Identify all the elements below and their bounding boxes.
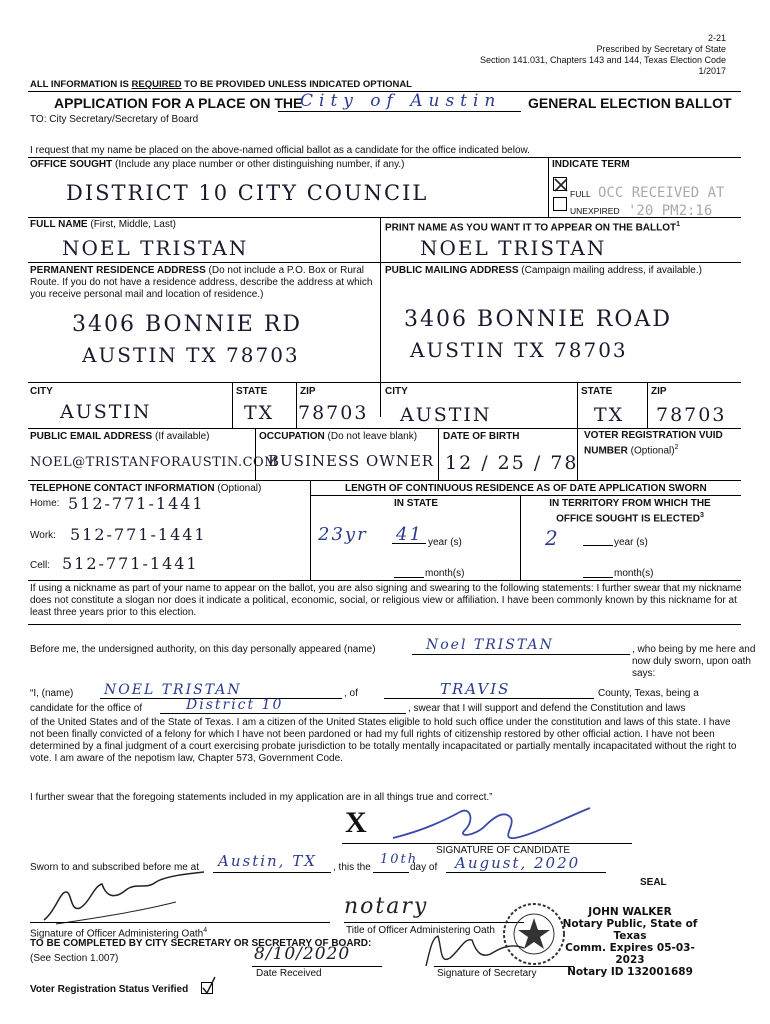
see-section: (See Section 1.007): [30, 953, 119, 964]
territory-years-value[interactable]: 2: [545, 526, 560, 550]
telephone-label-text: (Optional): [214, 483, 262, 494]
divider: [28, 428, 741, 429]
length-residence-label: LENGTH OF CONTINUOUS RESIDENCE AS OF DATE APPLICATION SWORN: [345, 483, 707, 494]
divider: [28, 480, 741, 481]
officer-title-line[interactable]: [344, 922, 524, 923]
residence-address-line1[interactable]: 3406 BONNIE RD: [72, 312, 303, 337]
territory-months-field[interactable]: [583, 568, 613, 578]
indicate-term-label: INDICATE TERM: [552, 159, 630, 170]
divider: [577, 382, 578, 428]
voter-verified-label: Voter Registration Status Verified: [30, 984, 189, 995]
zip-label: ZIP: [300, 386, 316, 397]
oath-of: , of: [344, 688, 358, 699]
in-state-label: IN STATE: [394, 498, 439, 509]
state-years-label: year (s): [428, 537, 462, 548]
sworn-day-of: day of: [410, 862, 438, 873]
mail-city-value[interactable]: AUSTIN: [400, 404, 492, 426]
date-received-label: Date Received: [256, 968, 322, 979]
mailing-address-label-bold: PUBLIC MAILING ADDRESS: [385, 265, 519, 276]
form-title-right: GENERAL ELECTION BALLOT: [528, 95, 732, 111]
required-note-pre: ALL INFORMATION IS: [30, 79, 132, 90]
ballot-name-label-text: PRINT NAME AS YOU WANT IT TO APPEAR ON THE BALLOT: [385, 222, 677, 234]
footnote-2: 2: [674, 444, 679, 451]
occupation-label-text: (Do not leave blank): [324, 431, 418, 442]
state-months-hw: 41: [396, 524, 423, 545]
form-revision: 2-21: [707, 33, 726, 43]
occupation-label-bold: OCCUPATION: [259, 431, 325, 442]
date-received-line[interactable]: [252, 966, 382, 967]
footnote-4: 4: [203, 927, 208, 934]
cell-phone-value[interactable]: 512-771-1441: [62, 554, 199, 573]
residence-address-label-bold: PERMANENT RESIDENCE ADDRESS: [30, 265, 206, 276]
before-me-tail: , who being by me here and now duly sworn, upon oath says:: [632, 644, 756, 679]
received-stamp-time: '20 PM2:16: [628, 203, 713, 219]
appeared-name-value: Noel TRISTAN: [426, 637, 554, 653]
territory-years-field[interactable]: [583, 536, 613, 546]
secretary-section-title: TO BE COMPLETED BY CITY SECRETARY OR SECRETARY OF BOARD:: [30, 938, 372, 949]
secretary-signature-icon: [420, 930, 530, 970]
occupation-value[interactable]: BUSINESS OWNER: [268, 452, 435, 470]
full-name-label: [30, 219, 176, 231]
work-phone-label: Work:: [30, 530, 56, 541]
sworn-day-value: 10th: [380, 852, 419, 867]
form-date: 1/2017: [698, 66, 726, 76]
email-value[interactable]: NOEL@TRISTANFORAUSTIN.COM: [30, 455, 278, 470]
before-me-tail-1: [632, 644, 770, 680]
state-value[interactable]: TX: [244, 402, 275, 424]
term-unexpired-checkbox[interactable]: [553, 197, 567, 211]
term-unexpired-label: UNEXPIRED: [570, 206, 620, 216]
oath-county-tail: County, Texas, being a: [598, 688, 699, 699]
work-phone-value[interactable]: 512-771-1441: [70, 525, 207, 544]
divider: [380, 217, 381, 417]
before-me-statement: Before me, the undersigned authority, on this day personally appeared (name): [30, 644, 376, 655]
mail-state-value[interactable]: TX: [594, 404, 625, 426]
divider: [577, 428, 578, 480]
term-full-checkbox[interactable]: [553, 177, 567, 191]
signature-x-mark: X: [345, 806, 367, 839]
state-years-value[interactable]: 23yr: [318, 524, 368, 545]
territory-months-label: month(s): [614, 568, 654, 579]
office-sought-label-text: (Include any place number or other distinguishing number, if any.): [112, 159, 405, 170]
residence-address-line2[interactable]: AUSTIN TX 78703: [82, 343, 300, 367]
header-block: [480, 33, 726, 77]
officer-title-hw: notary: [344, 894, 429, 919]
email-label: [30, 431, 209, 443]
secretary-signature-line[interactable]: [434, 966, 574, 967]
officer-signature-icon: [36, 872, 206, 927]
voter-verified-checkbox[interactable]: [201, 982, 213, 994]
officer-signature-label-text: Signature of Officer Administering Oath: [30, 928, 204, 940]
divider: [28, 580, 741, 581]
form-title-left: APPLICATION FOR A PLACE ON THE: [54, 95, 303, 111]
home-phone-value[interactable]: 512-771-1441: [68, 494, 205, 513]
divider: [310, 495, 741, 496]
mailing-address-line2[interactable]: AUSTIN TX 78703: [410, 338, 628, 362]
state-months-field[interactable]: [394, 568, 424, 578]
ballot-name-value[interactable]: NOEL TRISTAN: [420, 236, 607, 260]
divider: [28, 262, 741, 263]
oath-candidate-prefix: candidate for the office of: [30, 703, 143, 714]
notary-id: Notary ID 132001689: [567, 966, 693, 978]
dob-label: DATE OF BIRTH: [443, 431, 520, 442]
ballot-name-label: [385, 219, 680, 234]
full-name-value[interactable]: NOEL TRISTAN: [62, 236, 249, 260]
footnote-3: 3: [700, 512, 704, 519]
dob-value[interactable]: 12 / 25 / 78: [445, 452, 579, 474]
full-name-label-bold: FULL NAME: [30, 219, 88, 230]
email-label-bold: PUBLIC EMAIL ADDRESS: [30, 431, 153, 442]
divider: [28, 382, 741, 383]
city-value[interactable]: AUSTIN: [60, 401, 152, 423]
mail-zip-label: ZIP: [651, 386, 667, 397]
divider: [520, 495, 521, 580]
check-x-icon: [554, 178, 568, 192]
check-icon: [202, 977, 216, 995]
required-note-post: TO BE PROVIDED UNLESS INDICATED OPTIONAL: [181, 79, 412, 90]
sworn-this: , this the: [333, 862, 371, 873]
office-sought-label-bold: OFFICE SOUGHT: [30, 159, 113, 170]
cell-phone-label: Cell:: [30, 560, 51, 571]
vuid-label: [584, 430, 734, 457]
footnote-1: 1: [676, 221, 681, 228]
sworn-statement: Sworn to and subscribed before me at: [30, 862, 199, 873]
city-label: CITY: [30, 386, 53, 397]
divider: [28, 157, 741, 158]
mail-city-label: CITY: [385, 386, 408, 397]
candidate-signature-line[interactable]: [342, 843, 632, 844]
mailing-address-label-text: (Campaign mailing address, if available.): [518, 265, 702, 276]
oath-office-value: District 10: [186, 697, 284, 713]
sworn-place-value: Austin, TX: [218, 852, 317, 870]
term-full-label: FULL: [570, 189, 591, 199]
home-phone-label: Home:: [30, 498, 60, 509]
date-received-value: 8/10/2020: [254, 944, 351, 964]
divider: [28, 217, 741, 218]
received-stamp: OCC RECEIVED AT: [598, 185, 725, 201]
zip-value[interactable]: 78703: [298, 402, 369, 424]
vuid-label-bold: VOTER REGISTRATION VUID NUMBER: [584, 430, 723, 457]
telephone-label-bold: TELEPHONE CONTACT INFORMATION: [30, 483, 215, 494]
divider: [28, 624, 741, 625]
divider: [232, 382, 233, 428]
prescribed-by: Prescribed by Secretary of State: [596, 44, 726, 54]
office-sought-value[interactable]: DISTRICT 10 CITY COUNCIL: [66, 181, 429, 205]
mail-zip-value[interactable]: 78703: [656, 404, 727, 426]
officer-signature-line[interactable]: [30, 922, 330, 923]
residence-address-label: [30, 265, 375, 301]
signature-candidate-label: SIGNATURE OF CANDIDATE: [436, 845, 571, 856]
vuid-label-optional: (Optional): [627, 445, 675, 457]
nickname-statement: If using a nickname as part of your name to appear on the ballot, you are also signing and swearing to the following statements: I further swear that my nickname does not constitute a slogan nor does it indicate a political, economic, social, or religious view or affiliation. I have been commonly known by this nickname for at least three years prior to this election.: [30, 583, 742, 618]
divider: [548, 157, 549, 217]
secretary-signature-label: Signature of Secretary: [437, 968, 537, 979]
oath-county-value: TRAVIS: [440, 680, 511, 698]
territory-label-text: IN TERRITORY FROM WHICH THE OFFICE SOUGHT IS ELECTED: [549, 498, 711, 525]
oath-name-value: NOEL TRISTAN: [104, 682, 242, 698]
section-reference: Section 141.031, Chapters 143 and 144, Texas Election Code: [479, 55, 726, 65]
divider: [296, 382, 297, 428]
territory-years-label: year (s): [614, 537, 648, 548]
oath-name-prefix: “I, (name): [30, 688, 74, 699]
oath-swear: , swear that I will support and defend the Constitution and laws: [408, 703, 686, 714]
request-statement: I request that my name be placed on the above-named official ballot as a candidate for the office indicated below.: [30, 145, 530, 156]
state-months-label: month(s): [425, 568, 465, 579]
officer-title-label: Title of Officer Administering Oath: [346, 925, 495, 936]
further-swear: I further swear that the foregoing statements included in my application are in all things true and correct.”: [30, 792, 493, 803]
oath-body: of the United States and of the State of Texas. I am a citizen of the United States eligible to hold such office under the constitution and laws of this state. I have not been finally convicted of a felony for which I have not been pardoned or had my full rights of citizenship restored by other official action. I have not been determined by a final judgment of a court exercising probate jurisdiction to be totally mentally incapacitated or partially mentally incapacitated without the right to vote. I am aware of the nepotism law, Chapter 573, Government Code.: [30, 717, 737, 764]
required-note: [30, 79, 412, 90]
occupation-label: [259, 431, 417, 443]
seal-label: SEAL: [640, 877, 667, 888]
notary-name: JOHN WALKER: [588, 906, 672, 918]
notary-expiration: Comm. Expires 05-03-2023: [565, 942, 695, 966]
divider: [647, 382, 648, 428]
addressee: TO: City Secretary/Secretary of Board: [30, 114, 199, 125]
mailing-address-label: [385, 265, 702, 277]
sworn-date-value: August, 2020: [455, 854, 581, 872]
divider: [255, 428, 256, 480]
ballot-city-value: City of Austin: [300, 91, 502, 111]
divider: [438, 428, 439, 480]
office-sought-label: [30, 159, 404, 171]
notary-stamp: [560, 906, 700, 978]
mail-state-label: STATE: [581, 386, 613, 397]
notary-title: Notary Public, State of Texas: [562, 918, 698, 942]
residence-address-label-text: (Do not include a P.O. Box or Rural Route. If you do not have a residence address, describe the address at which you receive personal mail and location of residence.): [30, 265, 373, 300]
territory-label: [540, 498, 720, 525]
state-label: STATE: [236, 386, 268, 397]
full-name-label-text: (First, Middle, Last): [87, 219, 176, 230]
required-note-required: REQUIRED: [131, 79, 182, 90]
mailing-address-line1[interactable]: 3406 BONNIE ROAD: [404, 307, 672, 332]
email-label-text: (If available): [152, 431, 210, 442]
